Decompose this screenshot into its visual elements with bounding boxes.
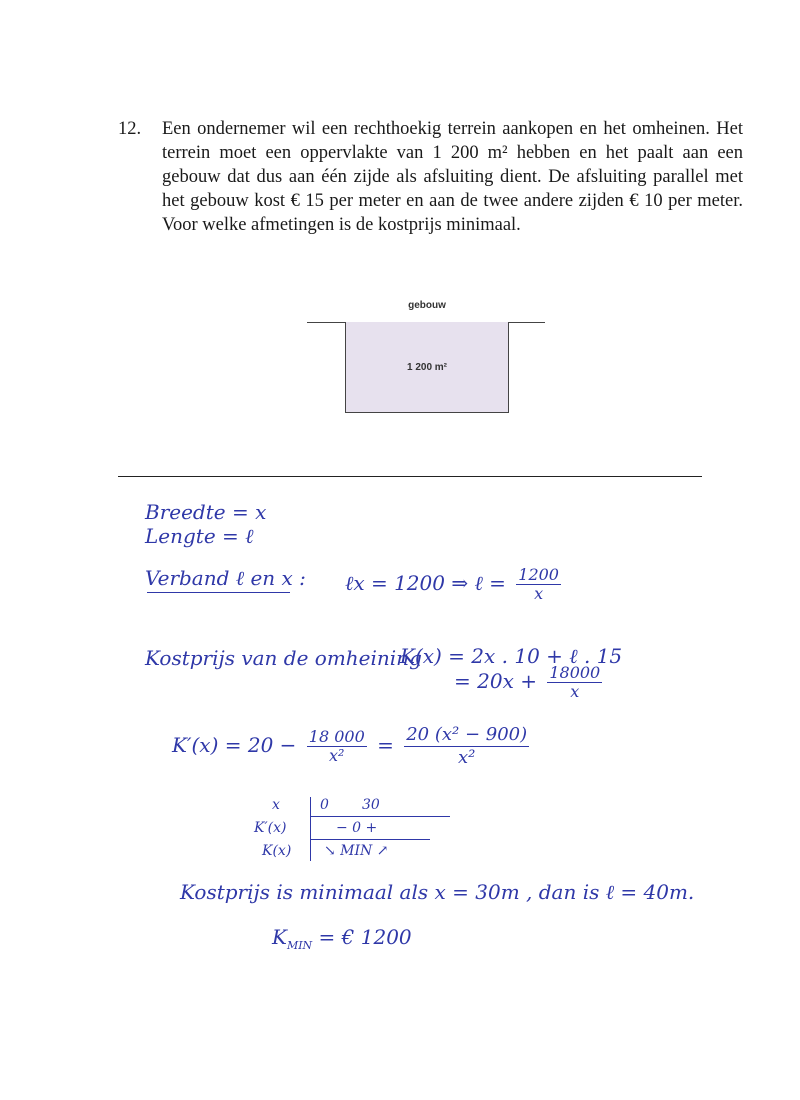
verband-eq-text: ℓx = 1200 ⇒ ℓ =: [345, 571, 506, 595]
kost-eq2-text: = 20x +: [454, 669, 537, 693]
deriv-numerator-1: 18 000: [308, 727, 365, 746]
kost-label: Kostprijs van de omheining: [145, 646, 422, 670]
sign-table: [250, 795, 450, 865]
verband-fraction: [516, 566, 561, 603]
building-label: gebouw: [408, 300, 446, 311]
lengte-line: Lengte = ℓ: [145, 524, 254, 548]
problem-text: Een ondernemer wil een rechthoekig terrein aankopen en het omheinen. Het terrein moet een oppervlakte van 1 200 m² hebben en het paalt aan een gebouw dat dus aan één zijde als afsluiting dient. De afsluiting parallel met het gebouw kost € 15 per meter en aan de twee andere zijden € 10 per meter. Voor welke afmetingen is de kostprijs minimaal.: [162, 119, 743, 235]
problem-block: [118, 117, 743, 237]
conclusion: Kostprijs is minimaal als x = 30m , dan is ℓ = 40m.: [180, 880, 695, 904]
deriv-fraction-2: [404, 724, 529, 769]
kost-numerator: 18000: [549, 663, 601, 682]
kost-equation-1: K(x) = 2x . 10 + ℓ . 15: [400, 644, 623, 668]
sign-table-hline-2: [310, 839, 430, 840]
derivative-equation: [172, 724, 533, 769]
sign-table-x-0: 0: [320, 797, 329, 813]
sign-table-hline-1: [310, 816, 450, 817]
separator-line: [118, 476, 702, 477]
verband-equation: [345, 566, 565, 603]
sign-table-x-label: x: [272, 797, 280, 813]
deriv-equals: =: [377, 733, 394, 757]
deriv-fraction-1: [307, 728, 367, 765]
verband-numerator: 1200: [518, 565, 559, 584]
sign-table-deriv-signs: − 0 +: [336, 820, 378, 836]
problem-number: 12.: [118, 119, 142, 139]
sign-table-k-trend: ↘ MIN ↗: [324, 843, 389, 859]
kost-equation-2: [454, 664, 606, 701]
kmin-subscript: MIN: [286, 939, 313, 952]
kmin-symbol: K: [272, 925, 287, 949]
deriv-numerator-2: 20 (x² − 900): [406, 724, 528, 745]
sign-table-vline: [310, 797, 311, 861]
area-label: 1 200 m²: [406, 362, 448, 373]
verband-underline: [147, 592, 290, 593]
sign-table-k-label: K(x): [262, 843, 292, 859]
deriv-denominator-1: x²: [307, 746, 367, 765]
diagram: [307, 296, 547, 416]
sign-table-deriv-label: K′(x): [254, 820, 287, 836]
sign-table-x-30: 30: [362, 797, 380, 813]
kmin-value: = € 1200: [312, 925, 412, 949]
verband-label: Verband ℓ en x :: [145, 566, 306, 590]
deriv-text: K′(x) = 20 −: [172, 733, 297, 757]
deriv-denominator-2: x²: [404, 746, 529, 769]
kost-fraction: [547, 664, 602, 701]
verband-denominator: x: [516, 584, 561, 603]
kmin-line: [272, 925, 412, 958]
kost-denominator: x: [547, 682, 602, 701]
breedte-line: Breedte = x: [145, 500, 267, 524]
